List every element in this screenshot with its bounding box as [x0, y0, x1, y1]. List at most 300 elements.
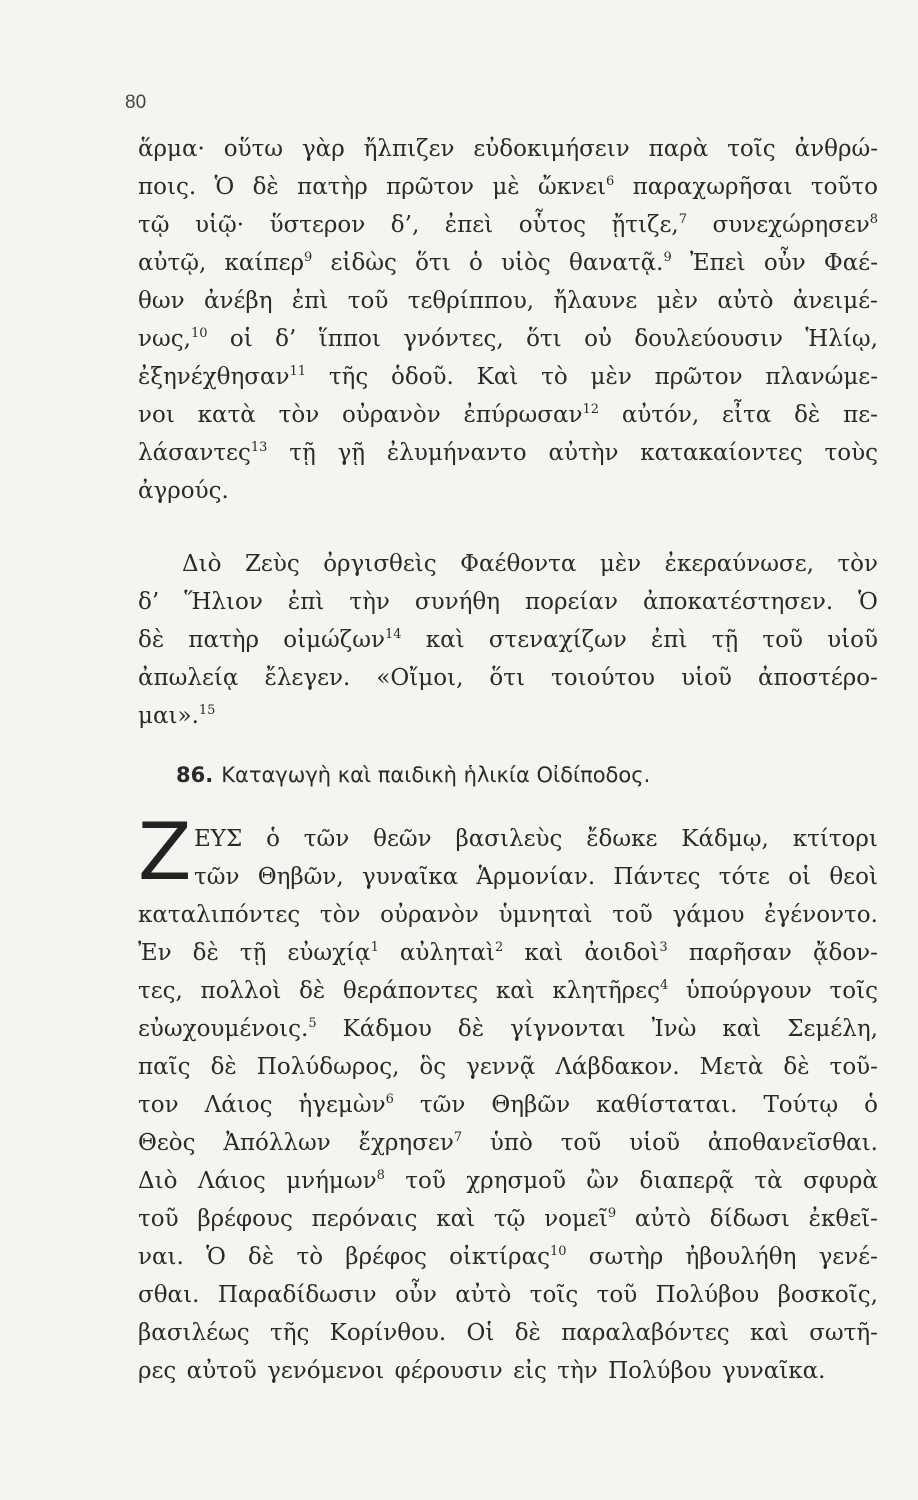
word: [793, 282, 878, 320]
word-text: ἐπεὶ: [444, 212, 494, 238]
word-text: οὖν: [763, 250, 806, 276]
word: [830, 972, 878, 1010]
word-text: υἱοῦ: [629, 1130, 680, 1156]
word: [643, 583, 833, 621]
word: [138, 434, 267, 472]
word-text: στεναχίζων: [488, 627, 627, 653]
text-line: [138, 820, 878, 858]
word-text: αὐτῷ,: [138, 250, 207, 276]
word: [824, 244, 878, 282]
word: [597, 1276, 638, 1314]
word: [548, 434, 618, 472]
word-text: δουλεύουσιν: [634, 326, 784, 352]
word: [685, 1238, 796, 1276]
text-line: [138, 858, 878, 896]
word-text: αὐτὴν: [548, 440, 619, 466]
word-text: οὐρανὸν: [380, 902, 479, 928]
word: [469, 244, 483, 282]
footnote-marker: 9: [304, 250, 313, 265]
word: [476, 858, 595, 896]
word: [722, 396, 771, 434]
word: [187, 1352, 257, 1390]
word-text: συνήθη: [414, 589, 500, 615]
word-text: γενέ-: [818, 1244, 878, 1270]
word: [496, 972, 535, 1010]
word-text: τὸ: [296, 1244, 324, 1270]
word: [629, 1124, 680, 1162]
word-text: Καὶ: [476, 364, 519, 390]
word: [491, 1086, 570, 1124]
text-line: [138, 206, 878, 244]
word-text: τὰ: [754, 1168, 783, 1194]
word-text: οὐρανὸν: [342, 402, 441, 428]
word: [490, 1124, 533, 1162]
word-text: θεῶν: [373, 826, 432, 852]
word-text: αὐτὸ: [634, 1206, 691, 1232]
word-text: Πολύδωρος,: [256, 1054, 400, 1080]
word: [292, 282, 328, 320]
word: [690, 244, 746, 282]
word-text: γὰρ: [301, 136, 345, 162]
word-text: καθίσταται.: [596, 1092, 738, 1118]
word-text: Πάντες: [613, 864, 701, 890]
text-line: [138, 972, 878, 1010]
word-text: θων: [138, 288, 185, 314]
word: [426, 621, 465, 659]
word: [819, 1238, 878, 1276]
word: [287, 934, 378, 972]
word-text: συνεχώρησεν: [712, 212, 870, 238]
word-text: ἀποστέρο-: [757, 665, 878, 691]
footnote-marker: 11: [289, 364, 307, 379]
word: [829, 858, 878, 896]
word-text: ὑπὸ: [489, 1130, 533, 1156]
word: [138, 1086, 179, 1124]
word: [138, 934, 172, 972]
word-text: ἀγρούς.: [138, 478, 229, 504]
word: [561, 1314, 729, 1352]
word: [436, 1200, 475, 1238]
word-text: κατακαίοντες: [640, 440, 803, 466]
word-text: τὴν: [349, 589, 390, 615]
word-text: παραχωρῆσαι: [632, 174, 793, 200]
word-text: τοῦ: [762, 627, 803, 653]
word-text: ἀνθρώ-: [794, 136, 878, 162]
footnote-marker: 6: [606, 174, 615, 189]
word-text: τὸν: [278, 402, 320, 428]
word-text: τῆς: [269, 1320, 310, 1346]
text-line: [138, 659, 878, 697]
paragraph-phaethon-1: [138, 130, 878, 510]
text-line: [138, 434, 878, 472]
word-text: οὕτω: [223, 136, 284, 162]
word: [364, 130, 455, 168]
word: [557, 1352, 598, 1390]
word: [320, 896, 361, 934]
word-text: ἀνέβη: [203, 288, 273, 314]
word: [138, 896, 300, 934]
word-text: εἰδὼς: [330, 250, 397, 276]
word-text: Ἐπεὶ: [689, 250, 746, 276]
word-text: αὐτὸ: [717, 288, 774, 314]
word: [544, 1200, 616, 1238]
word: [215, 168, 235, 206]
word-text: αὐτόν,: [621, 402, 700, 428]
word: [633, 168, 793, 206]
word-text: ἠβουλήθη: [685, 1244, 797, 1270]
word-text: ἐπὶ: [291, 288, 329, 314]
word-text: παῖς: [138, 1054, 191, 1080]
word: [182, 545, 221, 583]
word-text: μὲν: [599, 551, 642, 577]
section-number: 86.: [176, 763, 214, 787]
word: [700, 1048, 764, 1086]
word: [225, 244, 313, 282]
word: [538, 168, 614, 206]
word: [348, 282, 389, 320]
text-line: [138, 1314, 878, 1352]
word-text: Πολύβου: [608, 1358, 712, 1384]
word-text: ἀοιδοὶ: [584, 940, 660, 966]
word: [788, 858, 811, 896]
word-text: τὸν: [837, 551, 878, 577]
word: [712, 621, 739, 659]
word-text: ὑπούργουν: [685, 978, 812, 1004]
word-text: Σεμέλη,: [787, 1016, 878, 1042]
word: [809, 1200, 878, 1238]
word-text: δὲ: [299, 978, 326, 1004]
word: [541, 358, 568, 396]
word-text: Ὁ: [214, 174, 235, 200]
word: [408, 282, 534, 320]
word-text: βασιλεὺς: [455, 826, 563, 852]
word: [634, 320, 783, 358]
word-text: ὅτι: [415, 250, 451, 276]
word-text: γενόμενοι: [267, 1358, 385, 1384]
word: [586, 1162, 619, 1200]
word-text: οἰκτίρας: [449, 1244, 550, 1270]
word: [552, 972, 668, 1010]
word: [184, 583, 263, 621]
word: [330, 1314, 447, 1352]
word: [803, 1162, 878, 1200]
word-text: ὀργισθεὶς: [323, 551, 437, 577]
word: [830, 1048, 878, 1086]
word-text: τῇ: [711, 627, 739, 653]
word-text: καὶ: [425, 627, 465, 653]
word: [405, 1162, 446, 1200]
footnote-marker: 10: [190, 326, 208, 341]
word: [584, 320, 612, 358]
word: [270, 206, 366, 244]
footnote-marker: 14: [385, 627, 402, 642]
word: [218, 1276, 377, 1314]
word: [794, 396, 820, 434]
word-text: εἰς: [513, 1358, 547, 1384]
word-text: καὶ: [722, 1016, 762, 1042]
footnote-marker: 7: [678, 212, 688, 227]
word: [245, 545, 300, 583]
word-text: τοῖς: [829, 978, 878, 1004]
text-line: [138, 934, 878, 972]
word-text: ἀποθανεῖσθαι.: [707, 1130, 878, 1156]
text-line: [138, 621, 878, 659]
footnote-marker: 7: [453, 1130, 463, 1145]
footnote-marker: 5: [308, 1016, 317, 1031]
word-text: Φαέ-: [823, 250, 878, 276]
word-text: πρῶτον: [654, 364, 743, 390]
word: [811, 168, 878, 206]
word: [319, 320, 381, 358]
word: [717, 282, 773, 320]
footnote-marker: 13: [250, 440, 268, 455]
word-text: Λάβδακον.: [555, 1054, 680, 1080]
word-text: ἀνειμέ-: [792, 288, 878, 314]
text-line: [138, 358, 878, 396]
word-text: θεοὶ: [829, 864, 878, 890]
footnote-marker: 15: [198, 703, 216, 718]
word-text: Κάδμῳ,: [681, 826, 769, 852]
word: [204, 282, 273, 320]
word: [758, 659, 878, 697]
footnote-marker: 8: [376, 1168, 385, 1183]
word: [843, 396, 878, 434]
word-text: Λάιος: [204, 1092, 273, 1118]
word: [345, 1238, 427, 1276]
word-text: ἐπὶ: [287, 589, 325, 615]
word-text: δὲ: [457, 1016, 485, 1042]
word-text: Τούτῳ: [763, 1092, 839, 1118]
word: [331, 244, 397, 282]
word: [197, 1200, 293, 1238]
footnote-marker: 9: [663, 250, 672, 265]
word-text: καὶ: [495, 978, 535, 1004]
word-text: Λάιος: [197, 1168, 266, 1194]
word-text: δὲ: [783, 1054, 810, 1080]
word-text: βοσκοῖς,: [777, 1282, 878, 1308]
word: [722, 1352, 825, 1390]
word-text: περόναις: [311, 1206, 418, 1232]
word-text: Οἱ: [466, 1320, 495, 1346]
word: [211, 1048, 237, 1086]
word: [473, 130, 629, 168]
word-text: οἰμώζων: [283, 627, 386, 653]
word: [672, 896, 744, 934]
word: [783, 1048, 809, 1086]
text-line: [138, 244, 878, 282]
word-text: χρησμοῦ: [466, 1168, 566, 1194]
word-text: τοῦ: [405, 1168, 446, 1194]
word-text: τοῦ: [138, 1206, 179, 1232]
word: [288, 583, 324, 621]
word: [198, 1162, 266, 1200]
word: [727, 130, 775, 168]
word-text: ὁ: [266, 826, 280, 852]
word-text: φέρουσιν: [394, 1358, 503, 1384]
word: [275, 320, 296, 358]
word-text: δ’: [275, 326, 297, 352]
word-text: ἔλεγεν.: [264, 665, 351, 691]
word: [138, 244, 206, 282]
word-text: ὅτι: [489, 665, 526, 691]
word-text: ὁδοῦ.: [391, 364, 454, 390]
word: [198, 396, 256, 434]
word-text: ἐλυμήναντο: [386, 440, 527, 466]
word: [656, 1276, 760, 1314]
word-text: Μετὰ: [699, 1054, 764, 1080]
word: [499, 896, 593, 934]
footnote-marker: 2: [495, 940, 504, 955]
word: [525, 583, 618, 621]
word-text: νομεῖ: [544, 1206, 608, 1232]
word-text: γεννᾷ: [466, 1054, 536, 1080]
word: [267, 1352, 384, 1390]
word: [240, 934, 267, 972]
word-text: ἅρμα·: [138, 136, 205, 162]
word: [391, 206, 419, 244]
word: [809, 1314, 878, 1352]
word: [466, 1162, 566, 1200]
word: [501, 244, 551, 282]
word-text: δὲ: [210, 1054, 237, 1080]
word-text: λάσαντες: [138, 440, 251, 466]
word: [415, 583, 500, 621]
word-text: Κάδμου: [342, 1016, 432, 1042]
word: [138, 206, 169, 244]
word-text: Φαέθοντα: [460, 551, 577, 577]
text-line: [138, 1276, 878, 1314]
word-text: πατὴρ: [188, 627, 260, 653]
word-text: ὁ: [864, 1092, 878, 1118]
word-text: εὐωχουμένοις.: [138, 1016, 309, 1042]
word: [510, 1010, 626, 1048]
word: [391, 358, 454, 396]
word-text: δὲ: [138, 627, 165, 653]
word: [403, 320, 503, 358]
word-text: Ἡλίῳ,: [805, 326, 878, 352]
word-text: καὶ: [524, 940, 564, 966]
word-text: ἐκεραύνωσε,: [664, 551, 814, 577]
word: [489, 659, 525, 697]
text-line: [138, 472, 878, 510]
word-text: ὢν: [586, 1168, 620, 1194]
word-text: Ἥλιον: [184, 589, 263, 615]
word-text: Διὸ: [182, 551, 222, 577]
word: [223, 1124, 330, 1162]
word: [296, 1238, 323, 1276]
word: [329, 358, 368, 396]
word: [778, 1276, 878, 1314]
word: [205, 1086, 273, 1124]
word: [193, 934, 219, 972]
word-text: ὕστερον: [269, 212, 366, 238]
text-line: [138, 396, 878, 434]
word: [279, 396, 320, 434]
word-text: εὐδοκιμήσειν: [473, 136, 630, 162]
word-text: βασιλέως: [138, 1320, 250, 1346]
word: [299, 972, 325, 1010]
word-text: τον: [138, 1092, 179, 1118]
word: [612, 206, 688, 244]
word: [765, 358, 878, 396]
word: [762, 621, 803, 659]
word-text: τῷ: [493, 1206, 526, 1232]
word: [708, 1124, 878, 1162]
word: [138, 1048, 191, 1086]
word: [464, 396, 599, 434]
word: [805, 320, 877, 358]
word-text: νοι: [138, 402, 175, 428]
word-text: τὴν: [557, 1358, 598, 1384]
text-line: [138, 1010, 878, 1048]
word-text: ὅτι: [526, 326, 562, 352]
word: [138, 1200, 179, 1238]
word-text: γάμου: [672, 902, 745, 928]
word: [513, 1352, 547, 1390]
text-line: [138, 1086, 878, 1124]
word: [795, 130, 878, 168]
word-text: πλανώμε-: [765, 364, 878, 390]
word-text: Παραδίδωσιν: [217, 1282, 377, 1308]
word-text: ᾔτιζε,: [611, 212, 679, 238]
word-text: παρῆσαν: [688, 940, 792, 966]
word: [376, 659, 463, 697]
word-text: δὲ: [192, 940, 219, 966]
word: [681, 820, 769, 858]
word: [652, 1010, 697, 1048]
word: [489, 621, 627, 659]
word: [655, 358, 743, 396]
word-text: δὲ: [248, 1244, 275, 1270]
word: [640, 1162, 734, 1200]
word-text: οὐ: [584, 326, 612, 352]
word-text: τοῦ: [560, 1130, 602, 1156]
word-text: ἐγένοντο.: [764, 902, 878, 928]
word: [195, 206, 244, 244]
word: [612, 896, 653, 934]
text-line: [138, 583, 878, 621]
word: [387, 434, 527, 472]
word-text: τὸ: [541, 364, 568, 390]
word-text: παραλαβόντες: [561, 1320, 730, 1346]
word: [264, 659, 350, 697]
word: [343, 1010, 432, 1048]
word: [591, 358, 632, 396]
word-text: τῇ: [289, 440, 316, 466]
word-text: δίδωσι: [709, 1206, 790, 1232]
word: [460, 545, 576, 583]
word-text: Ἀπόλλων: [223, 1130, 331, 1156]
section-heading: [176, 760, 876, 790]
word: [750, 1314, 789, 1352]
word-text: τοῦ: [612, 902, 653, 928]
word-text: καταλιπόντες: [138, 902, 301, 928]
word-text: σθαι.: [138, 1282, 200, 1308]
word-text: οἱ: [788, 864, 812, 890]
footnote-marker: 1: [370, 940, 379, 955]
footnote-marker: 10: [549, 1244, 567, 1259]
word-text: Πολύβου: [655, 1282, 760, 1308]
word: [569, 244, 672, 282]
word-text: εὐωχίᾳ: [287, 940, 371, 966]
word: [206, 1238, 226, 1276]
word: [754, 1162, 782, 1200]
word-text: τῶν: [194, 864, 240, 890]
word-text: εἶτα: [722, 402, 772, 428]
word-text: δ’,: [390, 212, 420, 238]
word-text: Κορίνθου.: [329, 1320, 447, 1346]
word-text: γνόντες,: [403, 326, 504, 352]
